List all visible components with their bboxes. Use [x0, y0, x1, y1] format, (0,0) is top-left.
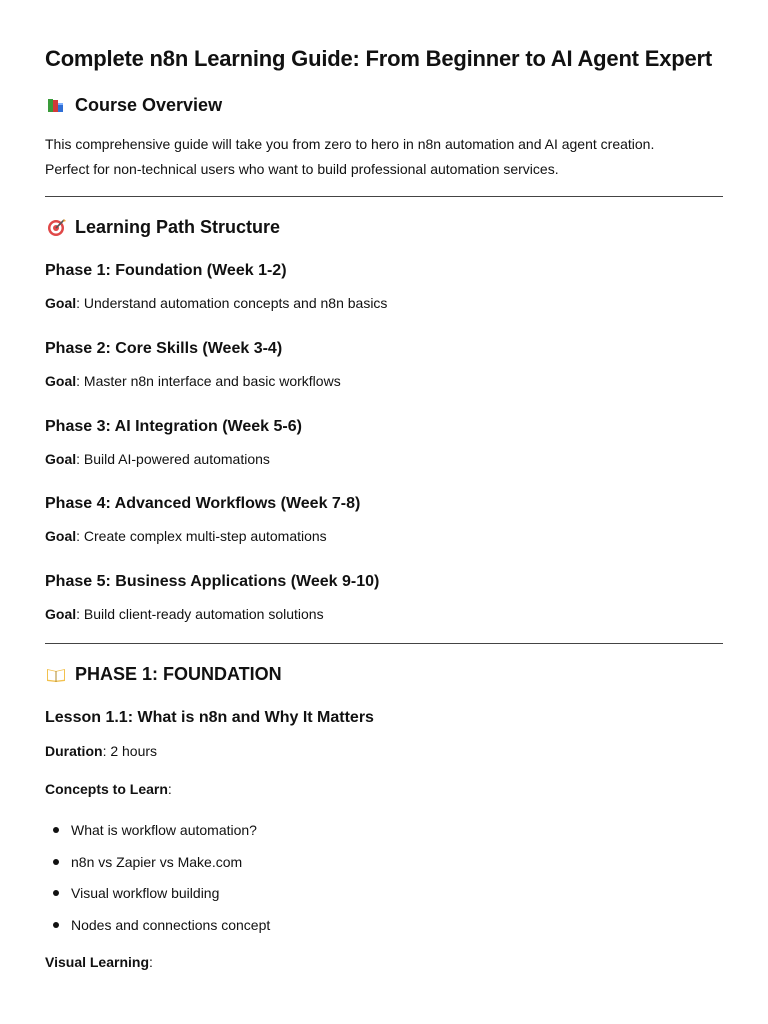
overview-line-2: Perfect for non-technical users who want to build professional automation services.	[45, 161, 559, 177]
books-icon	[45, 94, 67, 116]
phase-5-title: Phase 5: Business Applications (Week 9-10)	[45, 573, 380, 590]
duration-line	[45, 739, 157, 764]
phase-1-goal	[45, 291, 387, 316]
phase-4-title: Phase 4: Advanced Workflows (Week 7-8)	[45, 495, 361, 512]
phase-2-goal	[45, 369, 341, 394]
course-overview-title: Course Overview	[75, 94, 223, 115]
goal-label: Goal	[45, 451, 77, 467]
learning-path-heading	[45, 216, 280, 238]
concepts-suffix: :	[167, 781, 172, 797]
visual-learning-line	[45, 950, 153, 975]
phase-2-title: Phase 2: Core Skills (Week 3-4)	[45, 340, 283, 357]
visual-learning-label: Visual Learning	[45, 954, 149, 970]
divider	[45, 196, 723, 197]
concepts-label: Concepts to Learn	[45, 781, 168, 797]
divider	[45, 643, 723, 644]
goal-text: : Understand automation concepts and n8n basics	[76, 295, 388, 311]
learning-path-title: Learning Path Structure	[75, 216, 281, 237]
phase-3-title: Phase 3: AI Integration (Week 5-6)	[45, 418, 302, 435]
goal-text: : Create complex multi-step automations	[76, 528, 327, 544]
phase-5-goal	[45, 602, 324, 627]
phase-1-title: Phase 1: Foundation (Week 1-2)	[45, 262, 287, 279]
goal-text: : Build client-ready automation solutions	[76, 606, 324, 622]
phase-4-goal	[45, 524, 327, 549]
list-item: Nodes and connections concept	[45, 913, 270, 945]
foundation-heading	[45, 663, 282, 685]
list-item: What is workflow automation?	[45, 818, 270, 850]
page-title: Complete n8n Learning Guide: From Beginner to AI Agent Expert	[45, 46, 712, 71]
visual-learning-suffix: :	[149, 954, 153, 970]
concepts-list	[45, 818, 270, 944]
duration-value: : 2 hours	[102, 743, 158, 759]
phase-3-goal	[45, 447, 270, 472]
goal-label: Goal	[45, 373, 77, 389]
goal-label: Goal	[45, 528, 77, 544]
goal-label: Goal	[45, 295, 77, 311]
list-item: n8n vs Zapier vs Make.com	[45, 850, 270, 882]
target-icon	[45, 216, 67, 238]
list-item: Visual workflow building	[45, 881, 270, 913]
overview-line-1: This comprehensive guide will take you from zero to hero in n8n automation and AI agent creation.	[45, 136, 655, 152]
concepts-line	[45, 777, 172, 802]
course-overview-heading	[45, 94, 222, 116]
goal-text: : Build AI-powered automations	[76, 451, 270, 467]
goal-text: : Master n8n interface and basic workflows	[76, 373, 341, 389]
goal-label: Goal	[45, 606, 77, 622]
open-book-icon	[45, 663, 67, 685]
foundation-title: PHASE 1: FOUNDATION	[75, 663, 282, 684]
lesson-1-1-title: Lesson 1.1: What is n8n and Why It Matters	[45, 709, 374, 726]
duration-label: Duration	[45, 743, 103, 759]
